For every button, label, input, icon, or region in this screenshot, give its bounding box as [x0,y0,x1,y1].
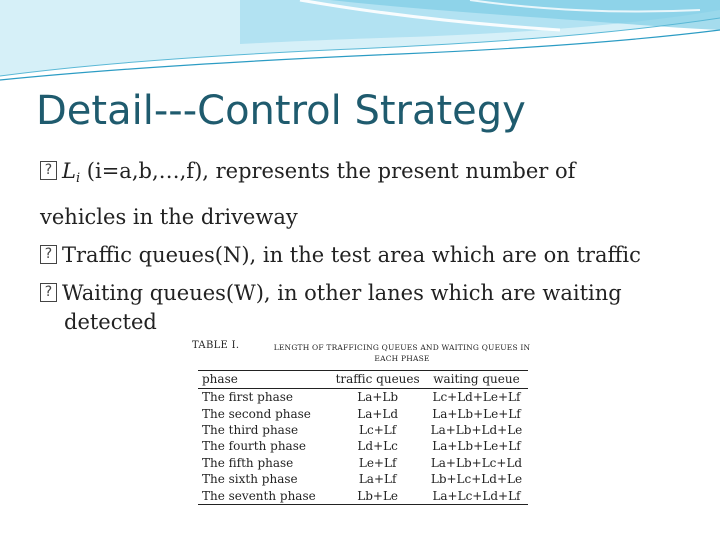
slide-title: Detail---Control Strategy [36,88,526,134]
bullet-continuation: vehicles in the driveway [40,205,298,229]
bullet-item-li [40,152,710,236]
table-cell-waiting: La+Lc+Ld+Lf [425,487,528,504]
bullet-continuation: detected [64,310,157,334]
table-row [198,471,528,487]
table-cell-phase: The sixth phase [202,472,298,487]
table-cell-traffic: Lc+Lf [359,422,397,437]
table-label: TABLE I. [192,340,240,351]
bullet-list [40,152,710,338]
table-cell-waiting: La+Lb+Lc+Ld [430,455,523,470]
bullet-item-waiting-queues [40,274,710,338]
table-cell-waiting: Lc+Ld+Le+Lf [432,390,521,405]
table-cell-waiting: La+Lb+Ld+Le [430,422,523,437]
table-cell-traffic: La+Lb [357,390,399,405]
column-header-phase: phase [198,371,330,389]
table-cell-phase: The first phase [202,390,294,405]
missing-glyph-bullet-icon [40,283,57,302]
bullet-text: Traffic queues(N), in the test area which are on traffic [62,243,641,267]
bullet-item-traffic-queues [40,236,710,274]
table-cell-traffic: Le+Lf [358,455,397,470]
math-subscript: i [75,171,81,186]
table-row [198,487,528,504]
table-cell-phase: The fifth phase [202,455,294,470]
column-header-waiting-queue: waiting queue [425,371,528,389]
phase-queue-table [198,370,528,505]
table-caption: LENGTH OF TRAFFICING QUEUES AND WAITING QUEUES IN EACH PHASE [273,343,531,363]
table-cell-traffic: Ld+Lc [357,439,398,454]
table-row [198,405,528,421]
table-figure [174,330,546,514]
table-cell-traffic: La+Lf [358,472,397,487]
missing-glyph-bullet-icon [40,161,57,180]
bullet-text: (i=a,b,…,f), represents the present number of [80,159,576,183]
table-cell-traffic: La+Ld [357,406,399,421]
table-cell-waiting: La+Lb+Le+Lf [432,439,521,454]
table-header-row [198,371,528,389]
table-cell-waiting: Lb+Lc+Ld+Le [430,472,523,487]
table-row [198,422,528,438]
column-header-traffic-queues: traffic queues [330,371,425,389]
table-row [198,455,528,471]
bullet-text: Waiting queues(W), in other lanes which are waiting [62,281,622,305]
table-cell-waiting: La+Lb+Le+Lf [432,406,521,421]
table-cell-traffic: Lb+Le [330,487,425,504]
table-cell-phase: The fourth phase [202,439,306,454]
table-cell-phase: The second phase [202,406,311,421]
table-row [198,389,528,406]
missing-glyph-bullet-icon [40,245,57,264]
table-row [198,438,528,454]
table-cell-phase: The third phase [202,422,299,437]
table-cell-phase: The seventh phase [198,487,330,504]
header-wave-decoration [0,0,720,90]
math-variable: L [62,159,76,183]
